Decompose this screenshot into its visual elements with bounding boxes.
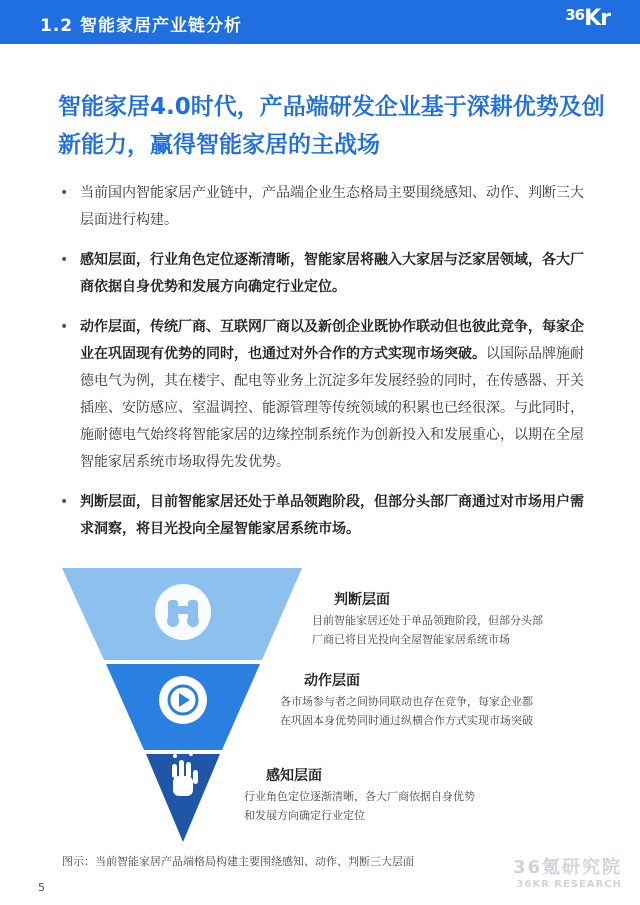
brand-logo: $^{36}$Kr (565, 6, 610, 31)
layer-desc-line: 目前智能家居还处于单品领跑阶段，但部分头部 (312, 614, 543, 627)
play-circle-icon (159, 676, 207, 724)
layer-desc-line: 厂商已将目光投向全屋智能家居系统市场 (312, 633, 510, 646)
layer-desc-line: 在巩固本身优势同时通过纵横合作方式实现市场突破 (280, 714, 533, 727)
bullet-item (60, 180, 590, 234)
layer-desc-judgment (312, 611, 543, 649)
bullet-text: 当前国内智能家居产业链中，产品端企业生态格局主要围绕感知、动作、判断三大层面进行构建。 (80, 185, 584, 228)
page-number: 5 (38, 881, 45, 894)
research-watermark (513, 853, 622, 890)
section-title: 1.2 智能家居产业链分析 (40, 16, 243, 36)
layer-desc-line: 行业角色定位逐渐清晰，各大厂商依据自身优势 (244, 790, 475, 803)
layer-title-action: 动作层面 (304, 673, 360, 689)
watermark-en: 36KR RESEARCH (516, 879, 622, 890)
bullet-bold-text: 判断层面，目前智能家居还处于单品领跑阶段，但部分头部厂商通过对市场用户需求洞察，将目光投向全屋智能家居系统市场。 (80, 494, 584, 537)
bullet-item (60, 314, 590, 476)
bullet-dot-icon: • (60, 494, 69, 510)
bullet-bold-text: 感知层面，行业角色定位逐渐清晰，智能家居将融入大家居与泛家居领域，各大厂商依据自身优势和发展方向确定行业定位。 (80, 252, 584, 295)
bullet-list (60, 180, 590, 556)
binoculars-icon (155, 584, 211, 640)
bullet-item (60, 489, 590, 543)
page-headline: 智能家居4.0时代，产品端研发企业基于深耕优势及创新能力，赢得智能家居的主战场 (58, 94, 605, 158)
layer-title-judgment: 判断层面 (334, 592, 390, 608)
bullet-dot-icon: • (60, 185, 69, 201)
layer-desc-line: 和发展方向确定行业定位 (244, 809, 365, 822)
bullet-text: 以国际品牌施耐德电气为例，其在楼宇、配电等业务上沉淀多年发展经验的同时，在传感器、开关插座、安防感应、室温调控、能源管理等传统领域的积累也已经很深。与此同时，施耐德电气始终将智能家居的边缘控制系统作为创新投入和发展重心，以期在全屋智能家居系统市场取得先发优势。 (80, 346, 584, 470)
bullet-dot-icon: • (60, 252, 69, 268)
bullet-bold-text: 动作层面，传统厂商、互联网厂商以及新创企业既协作联动但也彼此竞争，每家企业在巩固现有优势的同时，也通过对外合作的方式实现市场突破。 (80, 319, 584, 362)
watermark-cn: 36氪研究院 (512, 857, 622, 878)
layer-desc-action (280, 692, 533, 730)
bullet-dot-icon: • (60, 319, 69, 335)
bullet-item (60, 247, 590, 301)
layer-desc-line: 各市场参与者之间协同联动也存在竞争，每家企业都 (280, 695, 533, 708)
layer-desc-perception (244, 787, 475, 825)
figure-caption: 图示：当前智能家居产品端格局构建主要围绕感知、动作、判断三大层面 (62, 855, 414, 868)
layer-title-perception: 感知层面 (266, 768, 322, 784)
